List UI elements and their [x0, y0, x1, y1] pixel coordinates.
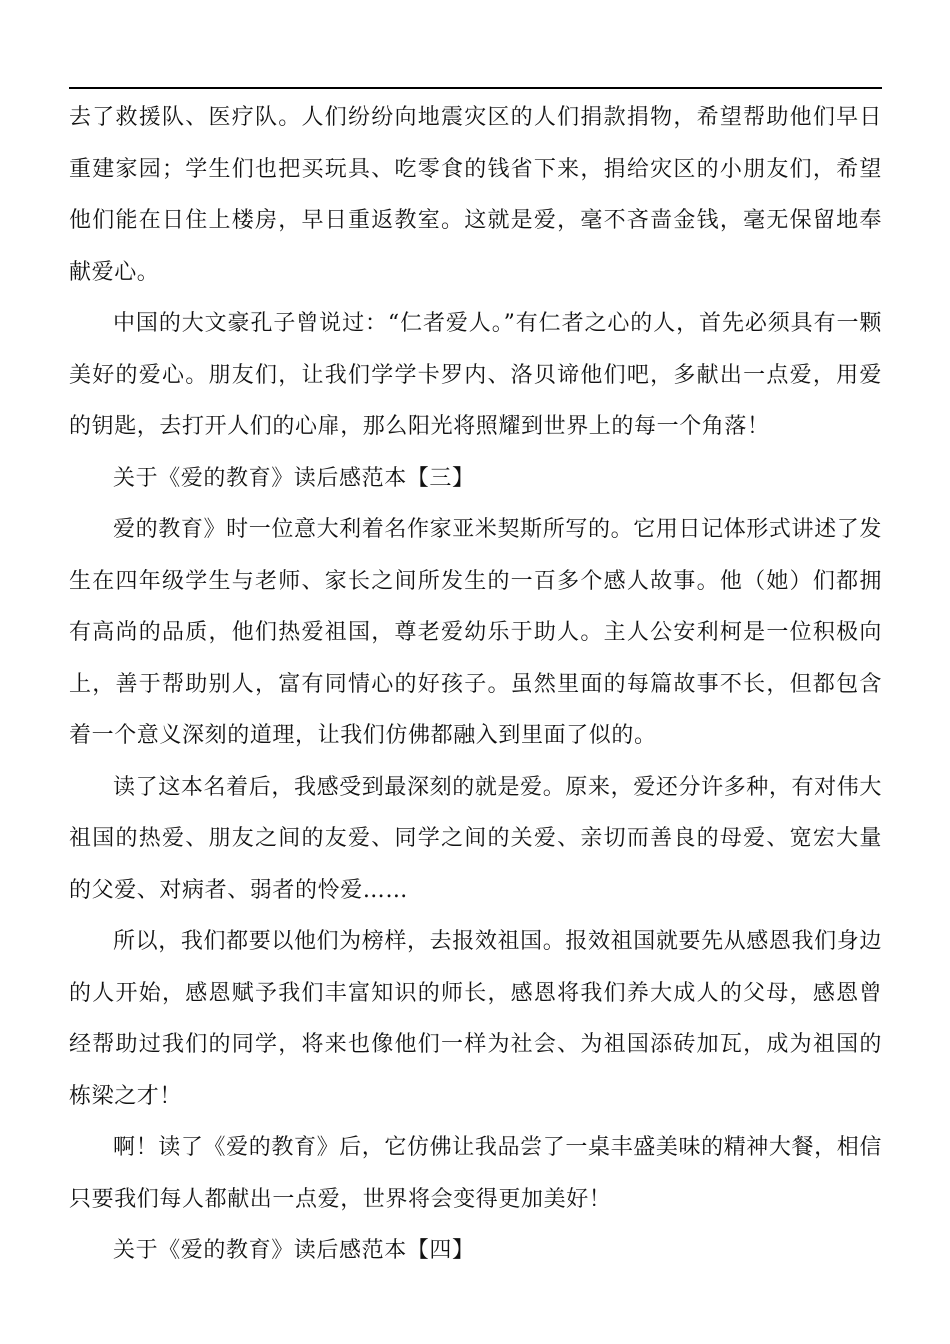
section-heading-3: 关于《爱的教育》读后感范本【三】 [113, 465, 475, 491]
paragraph-continuation: 去了救援队、医疗队。人们纷纷向地震灾区的人们捐款捐物，希望帮助他们早日重建家园；学生们也把买玩具、吃零食的钱省下来，捐给灾区的小朋友们，希望他们能在日住上楼房，早日重返教室。这就是爱，毫不吝啬金钱，毫无保留地奉献爱心。 [69, 105, 882, 285]
header-rule [69, 87, 882, 89]
paragraph-conclusion: 啊！读了《爱的教育》后，它仿佛让我品尝了一桌丰盛美味的精神大餐，相信只要我们每人都献出一点爱，世界将会变得更加美好！ [69, 1135, 882, 1212]
paragraph-book-intro: 爱的教育》时一位意大利着名作家亚米契斯所写的。它用日记体形式讲述了发生在四年级学生与老师、家长之间所发生的一百多个感人故事。他（她）们都拥有高尚的品质，他们热爱祖国，尊老爱幼乐于助人。主人公安利柯是一位积极向上，善于帮助别人，富有同情心的好孩子。虽然里面的每篇故事不长，但都包含着一个意义深刻的道理，让我们仿佛都融入到里面了似的。 [69, 517, 882, 748]
document-body [69, 92, 882, 1277]
paragraph-confucius-quote: 中国的大文豪孔子曾说过：“仁者爱人。”有仁者之心的人，首先必须具有一颗美好的爱心。朋友们，让我们学学卡罗内、洛贝谛他们吧，多献出一点爱，用爱的钥匙，去打开人们的心扉，那么阳光将照耀到世界上的每一个角落！ [69, 311, 882, 439]
paragraph-kinds-of-love: 读了这本名着后，我感受到最深刻的就是爱。原来，爱还分许多种，有对伟大祖国的热爱、朋友之间的友爱、同学之间的关爱、亲切而善良的母爱、宽宏大量的父爱、对病者、弱者的怜爱…… [69, 774, 882, 903]
section-heading-4: 关于《爱的教育》读后感范本【四】 [113, 1238, 475, 1263]
paragraph-gratitude: 所以，我们都要以他们为榜样，去报效祖国。报效祖国就要先从感恩我们身边的人开始，感恩赋予我们丰富知识的师长，感恩将我们养大成人的父母，感恩曾经帮助过我们的同学，将来也像他们一样为社会、为祖国添砖加瓦，成为祖国的栋梁之才！ [69, 929, 882, 1109]
